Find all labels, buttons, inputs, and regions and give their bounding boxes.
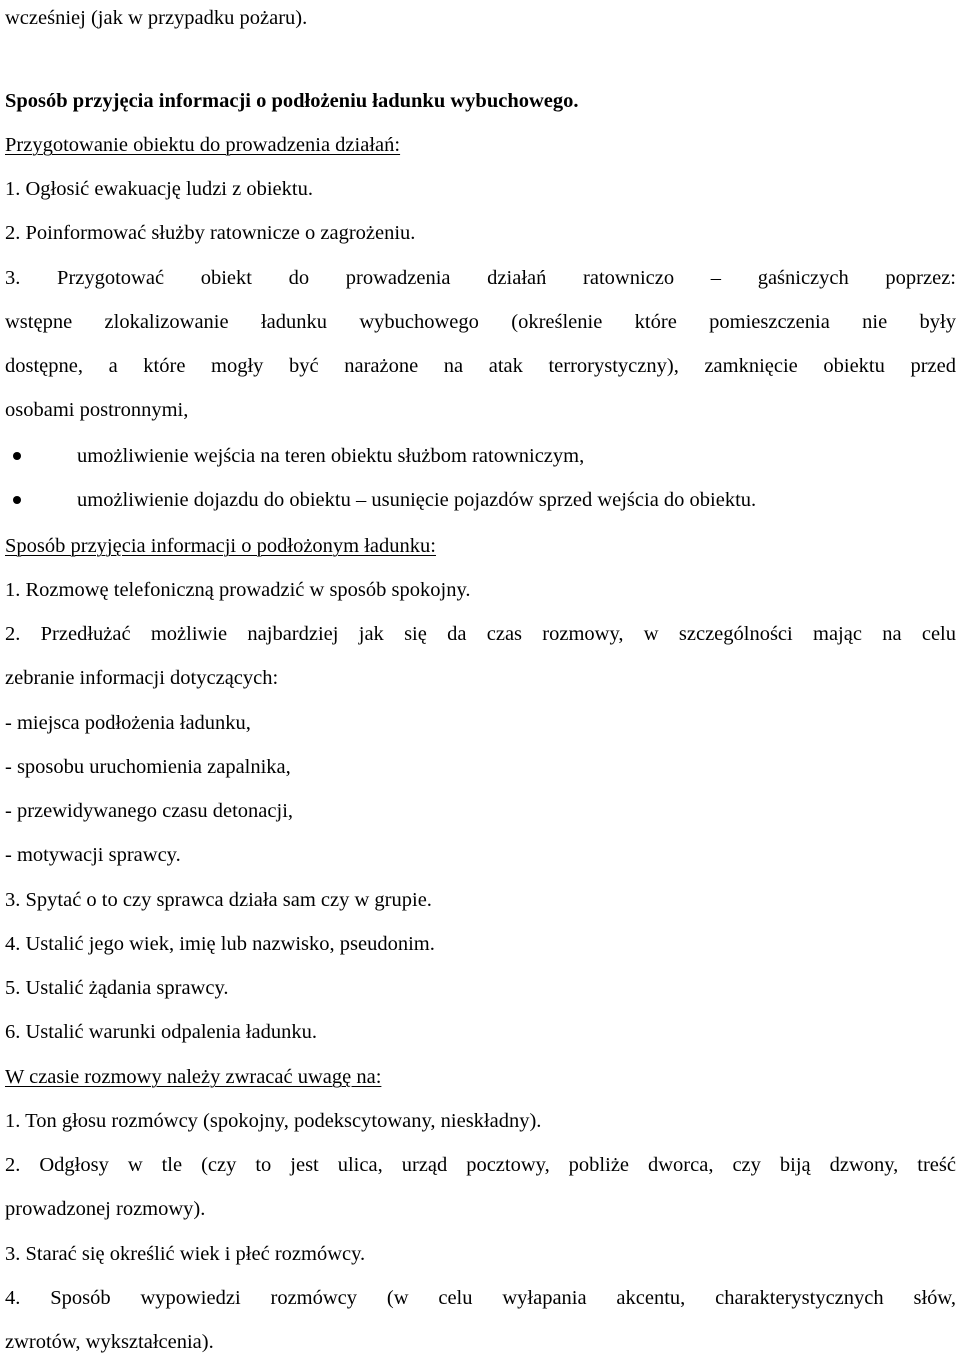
text-line: wcześniej (jak w przypadku pożaru). [5, 7, 308, 29]
list-item: 4. Sposób wypowiedzi rozmówcy (w celu wyłapania akcentu, charakterystycznych słów, [5, 1287, 956, 1309]
dash-item: - przewidywanego czasu detonacji, [5, 800, 294, 822]
bullet-text: umożliwienie dojazdu do obiektu – usunięcie pojazdów sprzed wejścia do obiektu. [77, 489, 757, 511]
list-item-continuation: osobami postronnymi, [5, 399, 189, 421]
list-item-continuation: wstępne zlokalizowanie ładunku wybuchowego (określenie które pomieszczenia nie były [5, 311, 956, 333]
bullet-item [0, 487, 960, 513]
list-item: 2. Przedłużać możliwie najbardziej jak się da czas rozmowy, w szczególności mając na celu [5, 623, 956, 645]
list-item: 3. Przygotować obiekt do prowadzenia działań ratowniczo – gaśniczych poprzez: [5, 267, 956, 289]
list-item: 3. Spytać o to czy sprawca działa sam czy w grupie. [5, 889, 432, 911]
dash-item: - motywacji sprawcy. [5, 844, 181, 866]
bullet-text: umożliwienie wejścia na teren obiektu służbom ratowniczym, [77, 445, 585, 467]
subheading-receiving: Sposób przyjęcia informacji o podłożonym ładunku: [5, 535, 436, 557]
list-item: 1. Ton głosu rozmówcy (spokojny, podekscytowany, nieskładny). [5, 1110, 542, 1132]
list-item: 3. Starać się określić wiek i płeć rozmówcy. [5, 1243, 366, 1265]
list-item-continuation: zwrotów, wykształcenia). [5, 1331, 214, 1353]
bullet-item [0, 443, 960, 469]
list-item-continuation: prowadzonej rozmowy). [5, 1198, 206, 1220]
list-item: 4. Ustalić jego wiek, imię lub nazwisko, pseudonim. [5, 933, 435, 955]
list-item: 2. Poinformować służby ratownicze o zagrożeniu. [5, 222, 416, 244]
section-heading: Sposób przyjęcia informacji o podłożeniu ładunku wybuchowego. [5, 90, 579, 112]
bullet-icon [13, 452, 21, 460]
list-item-continuation: dostępne, a które mogły być narażone na atak terrorystyczny), zamknięcie obiektu przed [5, 355, 956, 377]
dash-item: - sposobu uruchomienia zapalnika, [5, 756, 291, 778]
list-item-continuation: zebranie informacji dotyczących: [5, 667, 279, 689]
list-item: 1. Rozmowę telefoniczną prowadzić w sposób spokojny. [5, 579, 471, 601]
dash-item: - miejsca podłożenia ładunku, [5, 712, 251, 734]
list-item: 2. Odgłosy w tle (czy to jest ulica, urząd pocztowy, pobliże dworca, czy biją dzwony, treść [5, 1154, 956, 1176]
list-item: 1. Ogłosić ewakuację ludzi z obiektu. [5, 178, 313, 200]
bullet-icon [13, 496, 21, 504]
subheading-attention: W czasie rozmowy należy zwracać uwagę na: [5, 1066, 382, 1088]
list-item: 5. Ustalić żądania sprawcy. [5, 977, 229, 999]
subheading-preparation: Przygotowanie obiektu do prowadzenia działań: [5, 134, 401, 156]
list-item: 6. Ustalić warunki odpalenia ładunku. [5, 1021, 317, 1043]
